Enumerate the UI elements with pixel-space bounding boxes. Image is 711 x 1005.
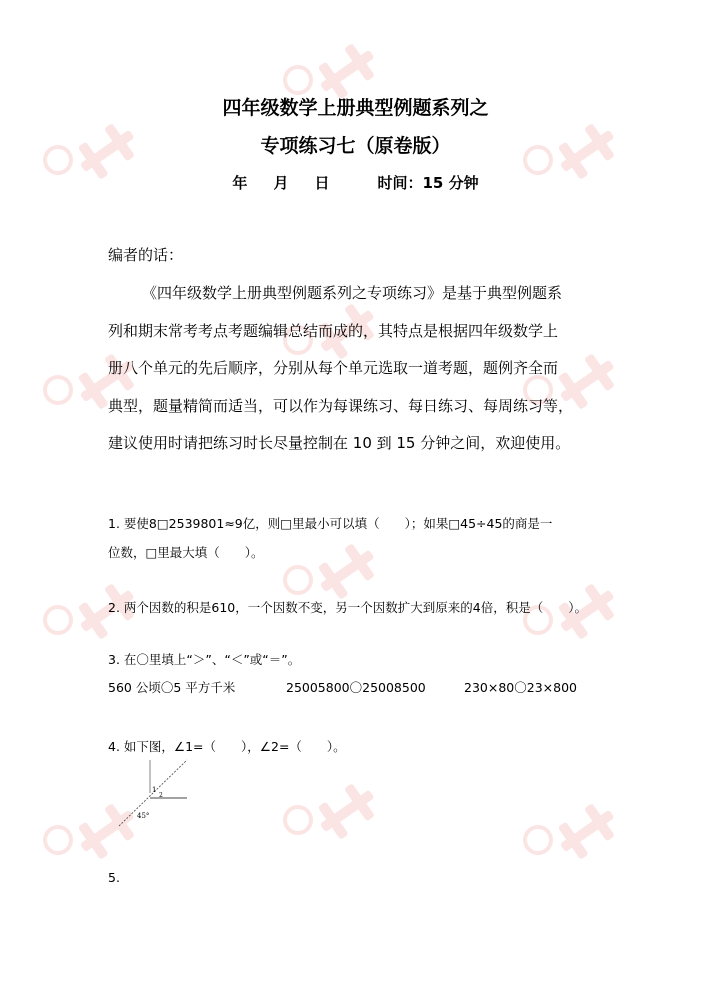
question-3-prompt: 3. 在〇里填上“＞”、“＜”或“＝”。 (108, 652, 301, 667)
editor-note-line: 《四年级数学上册典型例题系列之专项练习》是基于典型例题系 (142, 284, 563, 302)
angle-2-label: 2 (159, 792, 163, 799)
date-time-line (0, 172, 711, 193)
question-4: 4. 如下图，∠1=（ ），∠2=（ ）。 (108, 739, 346, 754)
angle-1-label: 1 (152, 786, 157, 794)
month-label: 月 (273, 174, 289, 192)
question-5: 5. (108, 870, 120, 885)
watermark-logo-icon (520, 800, 640, 870)
watermark-logo (520, 800, 640, 870)
question-3-item: 560 公顷〇5 平方千米 (108, 680, 236, 695)
question-3-item: 25005800〇25008500 (286, 680, 426, 695)
editor-note-label: 编者的话： (108, 246, 184, 264)
question-3-items (108, 678, 577, 696)
editor-note-line: 册八个单元的先后顺序，分别从每个单元选取一道考题，题例齐全而 (108, 359, 559, 377)
editor-note-line: 建议使用时请把练习时长尽量控制在 10 到 15 分钟之间，欢迎使用。 (108, 434, 571, 452)
question-3-item: 230×80〇23×800 (464, 680, 577, 695)
question-1-line2: 位数，□里最大填（ ）。 (108, 545, 264, 560)
page-title-line2: 专项练习七（原卷版） (260, 135, 451, 157)
angle-figure (115, 758, 195, 828)
question-2: 2. 两个因数的积是610，一个因数不变，另一个因数扩大到原来的4倍，积是（ ）。 (108, 600, 587, 615)
watermark-logo (280, 780, 400, 850)
editor-note-line: 列和期末常考考点考题编辑总结而成的，其特点是根据四年级数学上 (108, 322, 559, 340)
question-1-line1: 1. 要使8□2539801≈9亿，则□里最小可以填（ ）；如果□45÷45的商是一 (108, 516, 553, 531)
editor-note-line: 典型，题量精简而适当，可以作为每课练习、每日练习、每周练习等， (108, 397, 574, 415)
watermark-logo-icon (280, 780, 400, 850)
angle-45-label: 45° (137, 812, 150, 820)
time-label: 时间：15 分钟 (377, 174, 479, 192)
page-title-line1: 四年级数学上册典型例题系列之 (222, 97, 489, 119)
year-label: 年 (232, 174, 248, 192)
day-label: 日 (314, 174, 330, 192)
angle-diagram (115, 758, 195, 828)
